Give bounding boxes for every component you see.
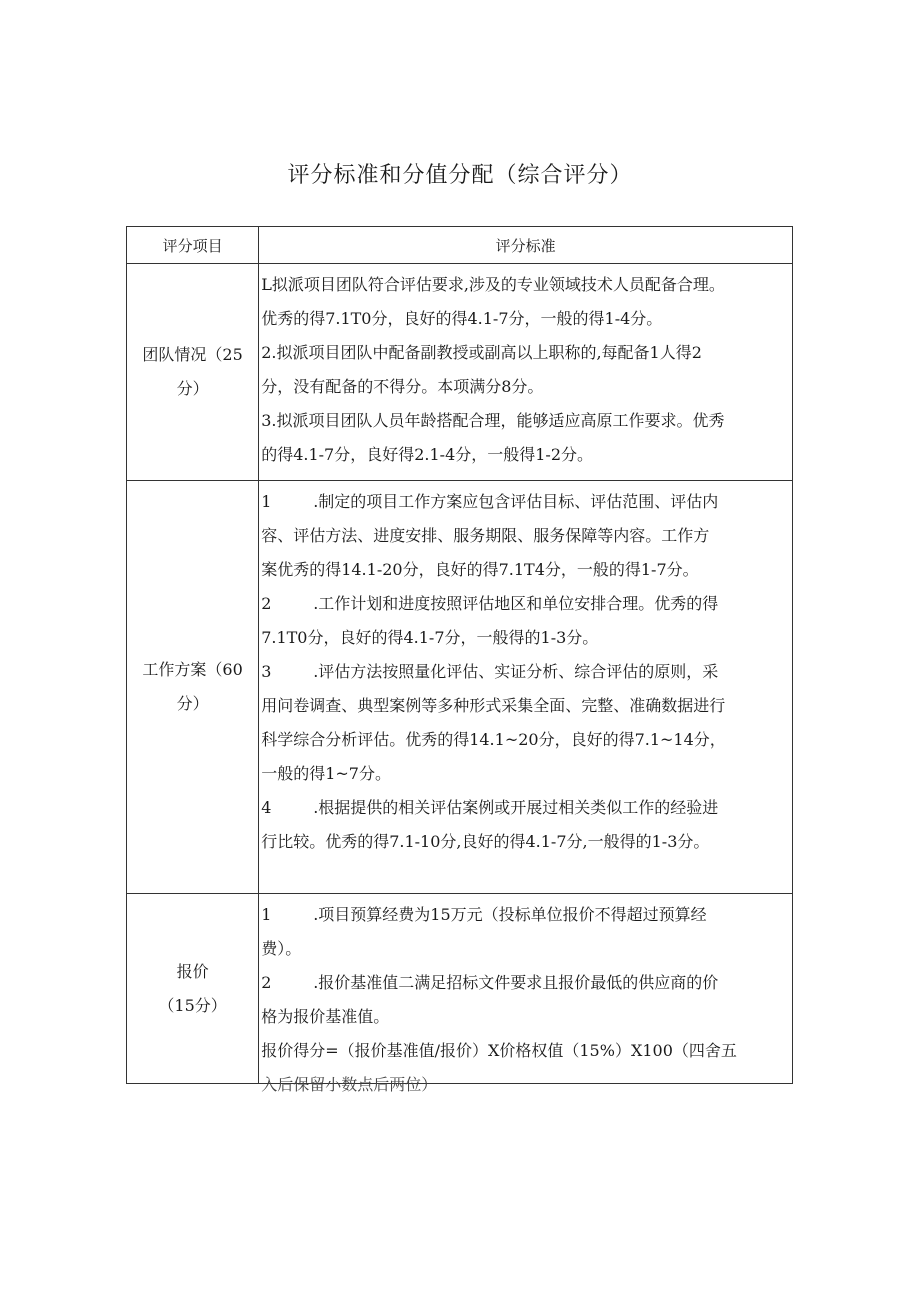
standard-line: 7.1T0分，良好的得4.1-7分，一般得的1-3分。 [261,628,599,647]
item-label-cont: 分） [176,379,209,398]
standard-line: 格为报价基准值。 [261,1007,390,1026]
standard-line: 一般的得1~7分。 [261,764,391,783]
item-label: 工作方案（60 [142,660,243,679]
standard-line: 1 .项目预算经费为15万元（投标单位报价不得超过预算经 [261,905,707,924]
item-label-cont: 分） [176,694,209,713]
standard-line: 科学综合分析评估。优秀的得14.1~20分，良好的得7.1~14分， [261,730,726,749]
standard-line: 1 .制定的项目工作方案应包含评估目标、评估范围、评估内 [261,492,719,511]
header-item: 评分项目 [127,227,259,264]
standard-cell-team [259,264,793,481]
standard-line: 容、评估方法、进度安排、服务期限、服务保障等内容。工作方 [261,526,710,545]
standard-line: 案优秀的得14.1-20分，良好的得7.1T4分，一般的得1-7分。 [261,560,699,579]
standard-line: L拟派项目团队符合评估要求,涉及的专业领域技术人员配备合理。 [261,275,725,294]
scoring-table [126,226,793,1094]
standard-line: 4 .根据提供的相关评估案例或开展过相关类似工作的经验进 [261,798,719,817]
table-header-row [127,227,793,264]
standard-cell-plan [259,481,793,894]
standard-line: 的得4.1-7分，良好得2.1-4分，一般得1-2分。 [261,445,594,464]
standard-line: 分，没有配备的不得分。本项满分8分。 [261,377,544,396]
standard-line: 用问卷调查、典型案例等多种形式采集全面、完整、准确数据进行 [261,696,726,715]
clipped-continuation-line: 入后保留小数点后两位） [261,1075,438,1094]
standard-line: 3.拟派项目团队人员年龄搭配合理，能够适应高原工作要求。优秀 [261,411,725,430]
standard-line: 2.拟派项目团队中配备副教授或副高以上职称的,每配备1人得2 [261,343,702,362]
standard-line: 优秀的得7.1T0分，良好的得4.1-7分，一般的得1-4分。 [261,309,663,328]
standard-line: 3 .评估方法按照量化评估、实证分析、综合评估的原则，采 [261,662,719,681]
standard-line: 2 .工作计划和进度按照评估地区和单位安排合理。优秀的得 [261,594,719,613]
item-label: 团队情况（25 [142,345,243,364]
standard-line: 费）。 [261,939,302,958]
page-title: 评分标准和分值分配（综合评分） [287,163,633,188]
table-row [127,894,793,1084]
item-cell-plan [127,481,259,894]
table-row [127,264,793,481]
header-standard: 评分标准 [259,227,793,264]
table-row [127,481,793,894]
standard-cell-price [259,894,793,1094]
item-cell-price [127,894,259,1084]
price-formula-line: 报价得分=（报价基准值/报价）X价格权值（15%）X100（四舍五 [261,1041,737,1060]
standard-line: 2 .报价基准值二满足招标文件要求且报价最低的供应商的价 [261,973,719,992]
item-label: 报价 [176,961,209,981]
standard-line: 行比较。优秀的得7.1-10分,良好的得4.1-7分,一般得的1-3分。 [261,832,710,851]
item-label-cont: （15分） [158,995,227,1015]
item-cell-team [127,264,259,481]
